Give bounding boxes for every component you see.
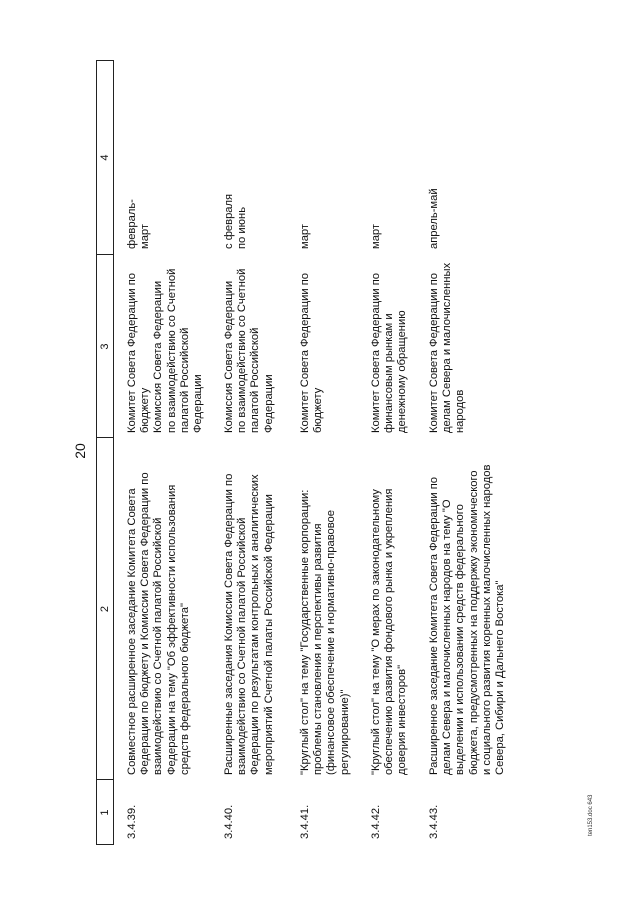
event-date: март — [370, 223, 382, 249]
event-description: Совместное расширенное заседание Комитета Совета Федерации по бюджету и Комиссии Совета Федерации по взаимодействию со Счетной палатой Российской Федерации на тему "Об эффективности использования средств федерального бюджета" — [126, 472, 191, 775]
header-col-3: 3 — [99, 343, 111, 350]
header-col-1: 1 — [99, 809, 111, 816]
event-date: февраль-март — [126, 199, 152, 249]
schedule-table — [96, 60, 602, 845]
footer-file-code: ten153.doc 643 — [588, 794, 594, 836]
responsible-body: Комитет Совета Федерации по бюджету Комиссия Совета Федерации по взаимодействию со Счетной палатой Российской Федерации — [126, 268, 205, 433]
schedule-table-rotated — [96, 60, 602, 845]
event-description: "Круглый стол" на тему "О мерах по законодательному обеспечению развития фондового рынка и укрепления доверия инвесторов" — [370, 488, 409, 775]
row-number: 3.4.41. — [299, 804, 311, 839]
event-date: с февраля по июнь — [223, 193, 249, 249]
event-description: "Круглый стол" на тему "Государственные корпорации: проблемы становления и перспективы развития (финансовое обеспечение и нормативно-правовое регулирование)" — [299, 489, 351, 775]
event-date: март — [299, 223, 311, 249]
event-description: Расширенные заседания Комиссии Совета Федерации по взаимодействию со Счетной палатой Российской Федерации по результатам контрольных и аналитических мероприятий Счетной палаты Российской Федерации — [223, 473, 275, 775]
responsible-body: Комитет Совета Федерации по финансовым рынкам и денежному обращению — [370, 272, 409, 433]
event-description: Расширенное заседание Комитета Совета Федерации по делам Севера и малочисленных народов на тему "О выделении и использовании средств федерального бюджета, предусмотренных на поддержку экономического и социального развития коренных малочисленных народов Севера, Сибири и Дальнего Востока" — [428, 464, 507, 775]
header-col-4: 4 — [99, 154, 111, 161]
row-number: 3.4.40. — [223, 804, 235, 839]
header-col-2: 2 — [99, 605, 111, 613]
row-number: 3.4.42. — [370, 804, 382, 839]
responsible-body: Комитет Совета Федерации по бюджету — [299, 272, 325, 433]
row-number: 3.4.39. — [126, 804, 138, 839]
page-number: 20 — [71, 443, 88, 459]
event-date: апрель-май — [428, 188, 440, 249]
responsible-body: Комитет Совета Федерации по делам Севера и малочисленных народов — [428, 262, 467, 433]
header-bottom-border — [113, 60, 114, 845]
row-number: 3.4.43. — [428, 804, 440, 839]
responsible-body: Комиссия Совета Федерации по взаимодействию со Счетной палатой Российской Федерации — [223, 268, 275, 433]
